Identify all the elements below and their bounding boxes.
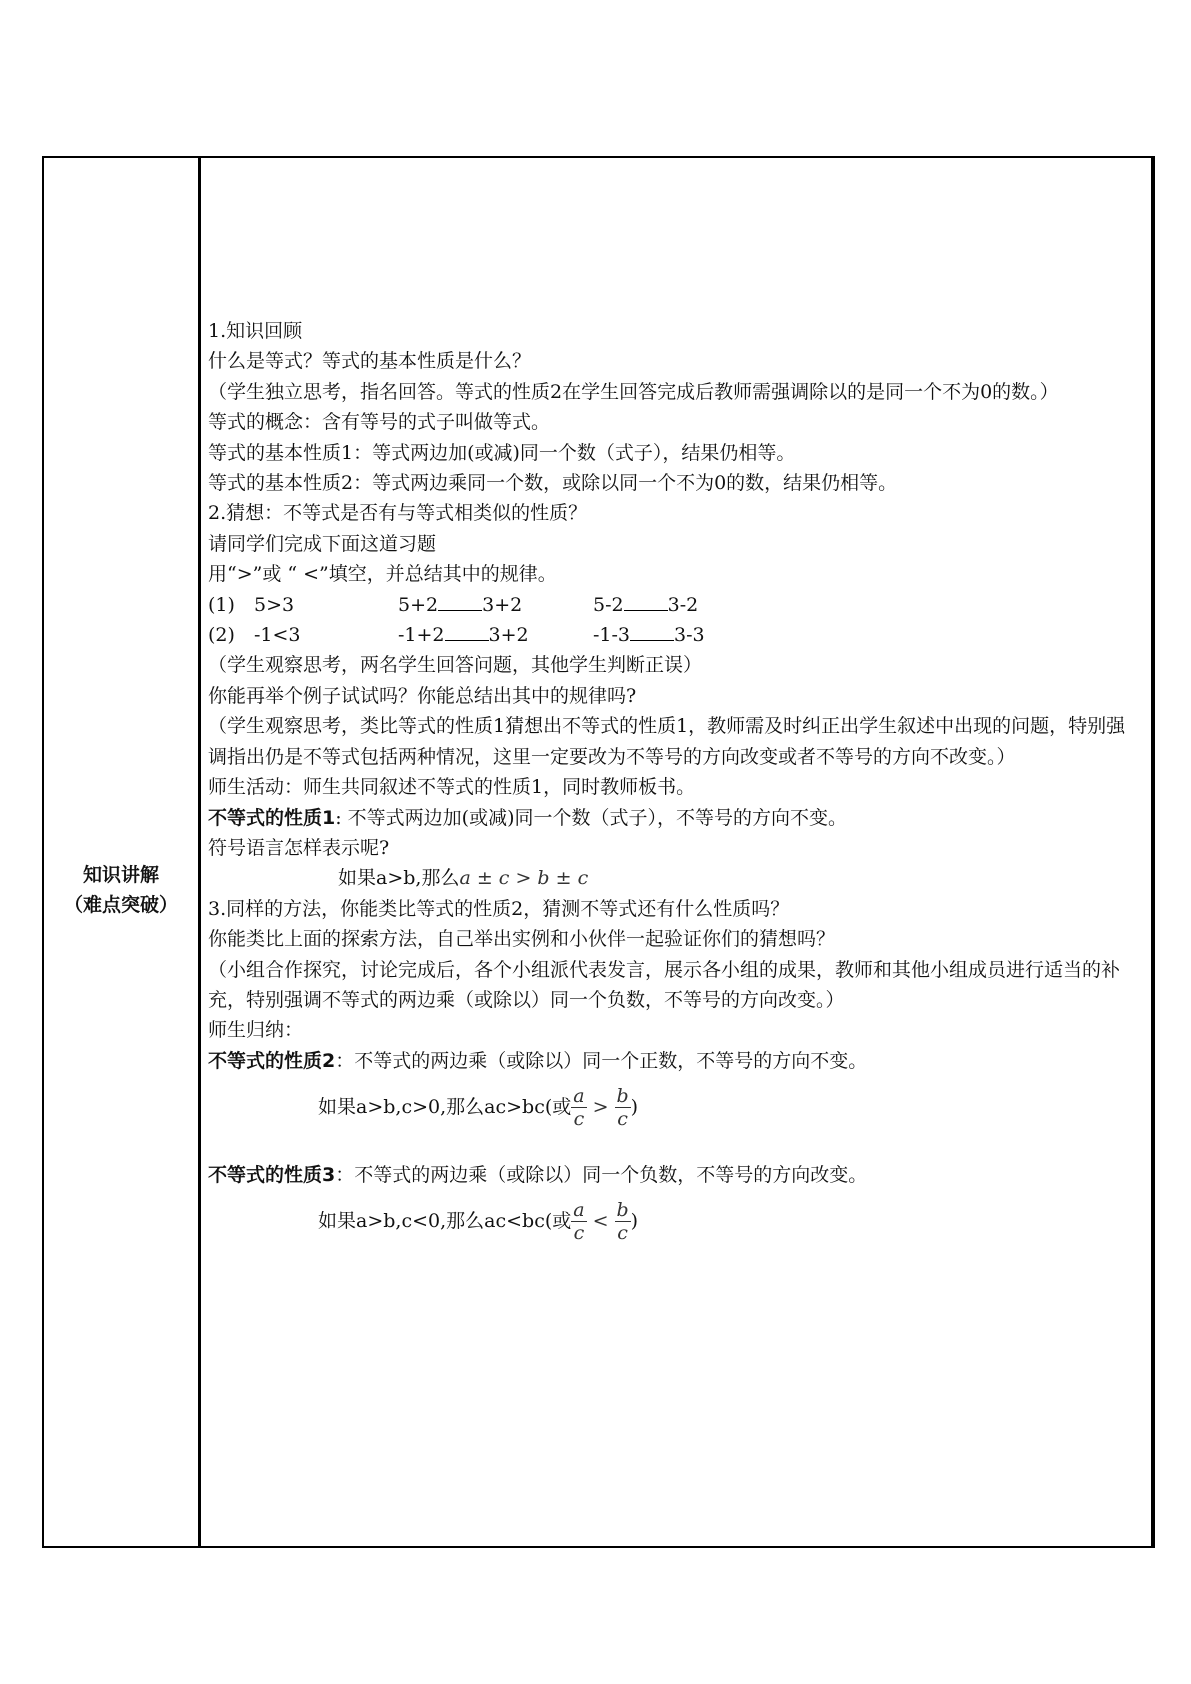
blank[interactable] <box>630 622 674 641</box>
summary-heading: 师生归纳： <box>208 1019 304 1042</box>
equation-property-1: 等式的基本性质1：等式两边加(或减)同一个数（式子），结果仍相等。 <box>208 441 796 464</box>
symbol-question: 符号语言怎样表示呢? <box>208 836 390 859</box>
blank[interactable] <box>624 592 668 611</box>
note-two-students: （学生观察思考，两名学生回答问题，其他学生判断正误） <box>208 654 703 677</box>
column-divider <box>198 158 201 1546</box>
fraction-expression: $\frac{a}{c}$ > $\frac{b}{c}$ <box>573 1084 629 1130</box>
heading-review: 1.知识回顾 <box>208 320 303 342</box>
exercise-row-2 <box>208 620 1144 650</box>
label-cell <box>44 158 198 1546</box>
exercise-1-add: 5+2 3+2 <box>398 593 523 616</box>
section-label-line1: 知识讲解 <box>82 864 159 886</box>
blank[interactable] <box>438 592 482 611</box>
section-label-line2: （难点突破） <box>63 894 178 916</box>
exercise-2-given: -1<3 <box>254 624 301 647</box>
teacher-activity: 师生活动：师生共同叙述不等式的性质1，同时教师板书。 <box>208 776 696 799</box>
property-1-text: : 不等式两边加(或减)同一个数（式子），不等号的方向不变。 <box>335 806 848 829</box>
question-verify: 你能类比上面的探索方法，自己举出实例和小伙伴一起验证你们的猜想吗？ <box>208 928 836 951</box>
property-3-text: ：不等式的两边乘（或除以）同一个负数，不等号的方向改变。 <box>335 1164 868 1187</box>
question-equation: 什么是等式？等式的基本性质是什么？ <box>208 350 532 373</box>
fraction-expression-2: $\frac{a}{c}$ < $\frac{b}{c}$ <box>573 1199 629 1245</box>
exercise-1-number: (1) <box>208 593 235 616</box>
formula-math: a ± c > b ± c <box>459 867 589 890</box>
property-2-formula: 如果a>b,c>0,那么ac>bc(或 $\frac{a}{c}$ > $\frac{b}{c}$ ) <box>318 1084 639 1130</box>
table-right-border <box>1151 158 1153 1546</box>
exercise-2-sub: -1-3 3-3 <box>593 624 705 647</box>
fraction-b-over-c: $\frac{b}{c}$ <box>616 1084 629 1130</box>
note-student-think: （学生独立思考，指名回答。等式的性质2在学生回答完成后教师需强调除以的是同一个不为0的数。） <box>208 380 1059 403</box>
exercise-2-number: (2) <box>208 624 235 647</box>
property-2-title: 不等式的性质2 <box>208 1049 336 1072</box>
equation-property-2: 等式的基本性质2：等式两边乘同一个数，或除以同一个不为0的数，结果仍相等。 <box>208 472 898 495</box>
exercise-instruction: 用“>”或 “ <”填空，并总结其中的规律。 <box>208 563 557 586</box>
exercise-2-add: -1+2 3+2 <box>398 624 529 647</box>
property-1-title: 不等式的性质1 <box>208 806 336 829</box>
exercise-row-1 <box>208 590 1144 620</box>
question-example: 你能再举个例子试试吗？你能总结出其中的规律吗? <box>208 684 637 707</box>
property-1-formula: 如果a>b,那么a ± c > b ± c <box>338 867 589 890</box>
inequality-property-3 <box>208 1160 1144 1190</box>
fraction-a-over-c: $\frac{a}{c}$ <box>573 1084 585 1130</box>
inequality-property-2 <box>208 1046 1144 1076</box>
blank[interactable] <box>445 622 489 641</box>
exercise-1-given: 5>3 <box>254 593 295 616</box>
equation-concept: 等式的概念：含有等号的式子叫做等式。 <box>208 411 551 434</box>
property-3-title: 不等式的性质3 <box>208 1164 336 1187</box>
heading-analogy: 3.同样的方法，你能类比等式的性质2，猜测不等式还有什么性质吗？ <box>208 897 790 920</box>
fraction-a-over-c-2: $\frac{a}{c}$ <box>573 1199 585 1245</box>
property-3-formula: 如果a>b,c<0,那么ac<bc(或 $\frac{a}{c}$ < $\frac{b}{c}$ ) <box>318 1199 639 1245</box>
content-cell <box>208 316 1144 1253</box>
exercise-intro: 请同学们完成下面这道习题 <box>208 532 437 555</box>
fraction-b-over-c-2: $\frac{b}{c}$ <box>616 1199 629 1245</box>
inequality-property-1 <box>208 803 1144 833</box>
exercise-1-sub: 5-2 3-2 <box>593 593 699 616</box>
section-label <box>44 860 198 920</box>
note-group-work: （小组合作探究，讨论完成后，各个小组派代表发言，展示各小组的成果，教师和其他小组成员进行适当的补充，特别强调不等式的两边乘（或除以）同一个负数，不等号的方向改变。） <box>208 958 1121 1011</box>
property-2-text: ：不等式的两边乘（或除以）同一个正数，不等号的方向不变。 <box>335 1049 868 1072</box>
note-analogy: （学生观察思考，类比等式的性质1猜想出不等式的性质1，教师需及时纠正出学生叙述中出现的问题，特别强调指出仍是不等式包括两种情况，这里一定要改为不等号的方向改变或者不等号的方向不改变。） <box>208 715 1126 768</box>
heading-guess: 2.猜想：不等式是否有与等式相类似的性质？ <box>208 502 588 525</box>
